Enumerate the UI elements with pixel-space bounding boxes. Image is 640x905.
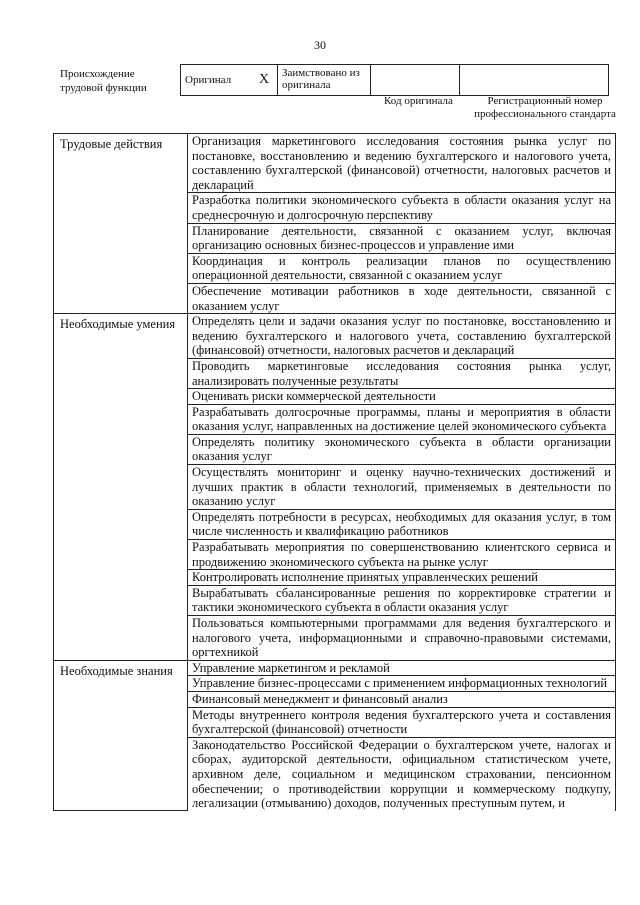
table-cell-item: Контролировать исполнение принятых управленческих решений bbox=[188, 570, 616, 586]
table-cell-item: Пользоваться компьютерными программами для ведения бухгалтерского и налогового учета, информационными и справочно-правовыми системами, оргтехникой bbox=[188, 616, 616, 661]
code-cell bbox=[371, 65, 460, 96]
original-mark: X bbox=[251, 65, 278, 96]
table-cell-item: Управление маркетингом и рекламой bbox=[188, 660, 616, 676]
table-cell-item: Методы внутреннего контроля ведения бухгалтерского учета и составления бухгалтерской (финансовой) отчетности bbox=[188, 707, 616, 737]
table-cell-item: Осуществлять мониторинг и оценку научно-технических достижений и лучших практик в области технологий, применяемых в деятельности по оказанию услуг bbox=[188, 465, 616, 510]
table-cell-item: Проводить маркетинговые исследования состояния рынка услуг, анализировать полученные результаты bbox=[188, 358, 616, 388]
original-cell: Оригинал bbox=[181, 65, 252, 96]
table-cell-item: Планирование деятельности, связанной с оказанием услуг, включая организацию основных бизнес-процессов и управление ими bbox=[188, 223, 616, 253]
table-row bbox=[54, 134, 616, 193]
table-cell-item: Законодательство Российской Федерации о бухгалтерском учете, налогах и сборах, аудиторской деятельности, официальном статистическом учете, архивном деле, социальном и медицинском страховании, пенсионном обеспечении; о противодействии коррупции и коммерческому подкупу, легализации (отмыванию) доходов, полученных преступным путем, и bbox=[188, 737, 616, 810]
reg-number-label: Регистрационный номер профессионального стандарта bbox=[474, 95, 616, 120]
table-cell-item: Разрабатывать мероприятия по совершенствованию клиентского сервиса и продвижению экономического субъекта на рынке услуг bbox=[188, 540, 616, 570]
code-label: Код оригинала bbox=[384, 95, 453, 107]
table-cell-item: Вырабатывать сбалансированные решения по корректировке стратегии и тактики экономического субъекта в области оказания услуг bbox=[188, 585, 616, 615]
table-cell-item: Организация маркетингового исследования состояния рынка услуг по постановке, восстановлению и ведению бухгалтерского и налогового учета, составлению бухгалтерской (финансовой) отчетности, налоговых расчетов и деклараций bbox=[188, 134, 616, 193]
table-cell-item: Разработка политики экономического субъекта в области оказания услуг на среднесрочную и долгосрочную перспективу bbox=[188, 193, 616, 223]
table-row bbox=[54, 314, 616, 359]
borrowed-cell: Заимствовано из оригинала bbox=[278, 65, 371, 96]
origin-label: Происхождение трудовой функции bbox=[60, 68, 147, 94]
origin-table bbox=[180, 64, 609, 96]
function-table bbox=[53, 133, 616, 811]
category-required-skills: Необходимые умения bbox=[54, 314, 188, 661]
reg-number-cell bbox=[460, 65, 609, 96]
table-cell-item: Определять потребности в ресурсах, необходимых для оказания услуг, в том числе численность и квалификацию работников bbox=[188, 509, 616, 539]
page-number: 30 bbox=[314, 38, 326, 52]
category-required-knowledge: Необходимые знания bbox=[54, 660, 188, 810]
category-labor-actions: Трудовые действия bbox=[54, 134, 188, 314]
table-cell-item: Оценивать риски коммерческой деятельности bbox=[188, 389, 616, 405]
table-cell-item: Разрабатывать долгосрочные программы, планы и мероприятия в области оказания услуг, направленных на достижение целей экономического субъекта bbox=[188, 404, 616, 434]
table-cell-item: Финансовый менеджмент и финансовый анализ bbox=[188, 691, 616, 707]
table-cell-item: Управление бизнес-процессами с применением информационных технологий bbox=[188, 676, 616, 692]
table-cell-item: Определять политику экономического субъекта в области организации оказания услуг bbox=[188, 434, 616, 464]
table-cell-item: Определять цели и задачи оказания услуг по постановке, восстановлению и ведению бухгалтерского и налогового учета, составлению бухгалтерской (финансовой) отчетности, налоговых расчетов и деклараций bbox=[188, 314, 616, 359]
table-row bbox=[54, 660, 616, 676]
table-cell-item: Обеспечение мотивации работников в ходе деятельности, связанной с оказанием услуг bbox=[188, 283, 616, 313]
table-cell-item: Координация и контроль реализации планов по осуществлению операционной деятельности, связанной с оказанием услуг bbox=[188, 253, 616, 283]
